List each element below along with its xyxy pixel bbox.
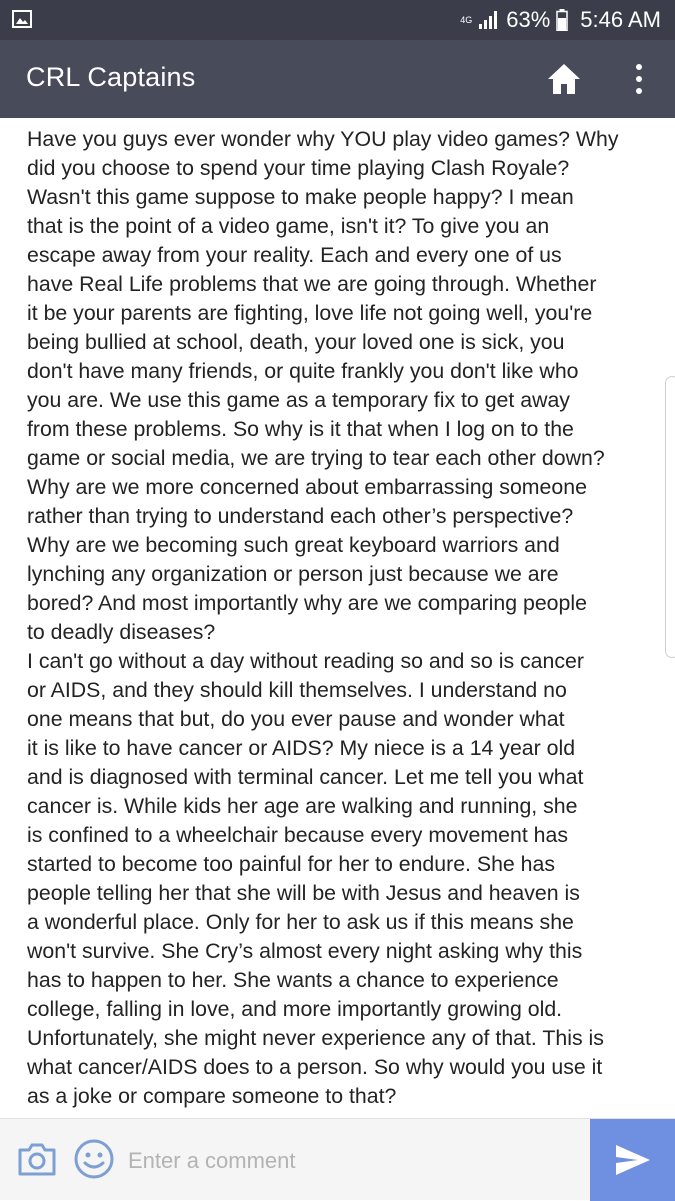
post-line: being bullied at school, death, your loved one is sick, you (27, 330, 565, 354)
post-content (0, 118, 675, 1118)
post-line: I can't go without a day without reading so and so is cancer (27, 649, 584, 673)
post-line: have Real Life problems that we are going through. Whether (27, 272, 597, 296)
post-line: one means that but, do you ever pause and wonder what (27, 707, 565, 731)
post-line: won't survive. She Cry’s almost every night asking why this (27, 939, 583, 963)
post-line: to deadly diseases? (27, 620, 216, 644)
signal-icon (478, 10, 500, 30)
post-line: and is diagnosed with terminal cancer. Let me tell you what (27, 765, 584, 789)
post-line: as a joke or compare someone to that? (27, 1084, 397, 1108)
comment-input[interactable] (128, 1143, 568, 1179)
post-line: has to happen to her. She wants a chance to experience (27, 968, 559, 992)
post-line: a wonderful place. Only for her to ask us if this means she (27, 910, 574, 934)
post-line: don't have many friends, or quite frankly you don't like who (27, 359, 579, 383)
battery-percent: 63% (506, 7, 551, 32)
post-line: people telling her that she will be with Jesus and heaven is (27, 881, 580, 905)
post-line: or AIDS, and they should kill themselves. I understand no (27, 678, 567, 702)
status-bar (0, 0, 675, 40)
status-indicators (460, 0, 661, 40)
post-line: it be your parents are fighting, love life not going well, you're (27, 301, 593, 325)
send-icon (614, 1143, 652, 1177)
post-line: rather than trying to understand each other’s perspective? (27, 504, 574, 528)
post-line: did you choose to spend your time playing Clash Royale? (27, 156, 570, 180)
post-line: Wasn't this game suppose to make people happy? I mean (27, 185, 574, 209)
post-line: game or social media, we are trying to tear each other down? (27, 446, 605, 470)
post-line: what cancer/AIDS does to a person. So why would you use it (27, 1055, 603, 1079)
post-line: cancer is. While kids her age are walking and running, she (27, 794, 578, 818)
home-icon[interactable] (546, 62, 582, 96)
battery-icon (556, 9, 568, 31)
post-line: started to become too painful for her to endure. She has (27, 852, 556, 876)
post-body (27, 125, 652, 1111)
page-title: CRL Captains (26, 62, 196, 92)
emoji-icon[interactable] (73, 1138, 115, 1180)
comment-composer (0, 1118, 675, 1200)
app-bar (0, 40, 675, 118)
post-line: lynching any organization or person just because we are (27, 562, 559, 586)
post-line: bored? And most importantly why are we comparing people (27, 591, 587, 615)
post-line: Have you guys ever wonder why YOU play video games? Why (27, 127, 619, 151)
network-badge: 4G (460, 14, 473, 25)
post-line: college, falling in love, and more importantly growing old. (27, 997, 563, 1021)
image-notification-icon (12, 10, 32, 28)
scrollbar-handle[interactable] (665, 376, 675, 658)
post-line: escape away from your reality. Each and every one of us (27, 243, 562, 267)
post-line: it is like to have cancer or AIDS? My niece is a 14 year old (27, 736, 576, 760)
camera-icon[interactable] (16, 1139, 58, 1179)
post-line: you are. We use this game as a temporary fix to get away (27, 388, 570, 412)
clock: 5:46 AM (580, 7, 661, 32)
post-line: from these problems. So why is it that when I log on to the (27, 417, 574, 441)
send-button[interactable] (590, 1119, 675, 1201)
post-line: that is the point of a video game, isn't it? To give you an (27, 214, 550, 238)
more-vert-icon[interactable] (626, 62, 652, 96)
post-line: Why are we more concerned about embarrassing someone (27, 475, 587, 499)
post-line: is confined to a wheelchair because every movement has (27, 823, 569, 847)
post-line: Why are we becoming such great keyboard warriors and (27, 533, 560, 557)
post-line: Unfortunately, she might never experience any of that. This is (27, 1026, 604, 1050)
